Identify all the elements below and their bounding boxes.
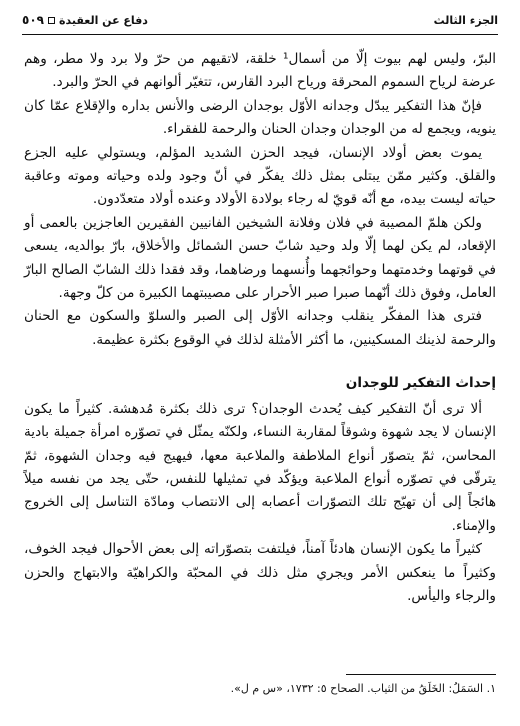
main-text bbox=[24, 48, 496, 608]
paragraph: يموت بعض أولاد الإنسان، فيجد الحزن الشديد المؤلم، ويستولي عليه الجزع والقلق. وكثير ممّن يبتلى بمثل ذلك يفكّر في أنّ وجود ولده وحياته وموته وعاقبة حياته ليست بيده، مع أنّه قويّ له رجاء بولادة الأولاد وعنده أولاد متعدّدون. bbox=[24, 144, 496, 208]
paragraph: فإنّ هذا التفكير يبدّل وجدانه الأوّل بوجدان الرضى والأنس بداره والإقلاع عمّا كان ينويه، ويجمع له من الوجدان وجدان الحنان والرحمة للفقراء. bbox=[24, 97, 496, 138]
footnote-divider bbox=[346, 674, 496, 675]
page-header bbox=[22, 8, 498, 32]
separator-square-icon bbox=[48, 17, 55, 24]
volume-label: الجزء الثالث bbox=[433, 13, 498, 27]
paragraph: ولكن هلمّ المصيبة في فلان وفلانة الشيخين الفانيين الفقيرين العاجزين بالعمى أو الإقعاد، لم يكن لهما إلّا ولد وحيد شابّ حسن الشمائل والأخلاق، بارّ بوالديه، يسعى في قوتهما وخدمتهما وحوائجهما وأُنسهما ورضاهما، وقد فقدا ذلك الشابّ الصالح البارّ العامل، وفوق ذلك أنّهما صبرا صبر الأحرار على مصيبتهما الكبيرة من كلّ وجهة. bbox=[24, 214, 496, 302]
paragraph: كثيراً ما يكون الإنسان هادئاً آمناً، فيلتفت بتصوّراته إلى بعض الأحوال فيجد الخوف، وكثيراً ما ينعكس الأمر ويجري مثل ذلك في المحبّة والكراهيّة والابتهاج والحزن والرجاء واليأس. bbox=[24, 541, 496, 604]
section-heading: إحداث التفكير للوجدان bbox=[345, 375, 496, 392]
paragraph: فترى هذا المفكّر ينقلب وجدانه الأوّل إلى الصبر والسلوّ والسكون مع الحنان والرحمة لذينك المسكينين، ما أكثر الأمثلة لذلك في الوقوع بكثرة عظيمة. bbox=[24, 308, 496, 348]
book-title: دفاع عن العقيدة bbox=[58, 13, 148, 27]
spacer bbox=[24, 352, 496, 362]
running-title bbox=[22, 13, 148, 27]
paragraph: ألا ترى أنّ التفكير كيف يُحدث الوجدان؟ ترى ذلك بكثرة مُدهشة. كثيراً ما يكون الإنسان لا يجد شهوة وشوقاً لمقاربة النساء، ولكنّه يمثّل في تصوّره امرأة جميلة بادية المحاسن، ثمّ يتصوّر أنواع الملاطفة والملاعبة معها، فيهيج فيه وجدان الشهوة، ثمّ يترقّى في تصوّره أنواع الملاعبة ويؤكّد في تمثيلها للنفس، حتّى يجد من نفسه ميلاً هائجاً إلى أن تهيّج تلك التصوّرات أعصابه إلى الانتصاب ومادّة التناسل إلى الخروج والإمناء. bbox=[24, 400, 496, 534]
page-number: ٥٠٩ bbox=[22, 13, 44, 27]
header-divider bbox=[22, 34, 498, 35]
footnote: ١. السَمَلُ: الخَلَقُ من الثياب. الصحاح ٥: ١٧٣٢، «س م ل». bbox=[230, 682, 496, 695]
paragraph: البرّ، وليس لهم بيوت إلّا من أسمال¹ خلقة، لاتقيهم من حرّ ولا برد ولا مطر، وهم عرضة لرياح السموم المحرقة ورياح البرد القارس، تتغيّر ألوانهم في الحرّ والبرد. bbox=[24, 51, 496, 91]
